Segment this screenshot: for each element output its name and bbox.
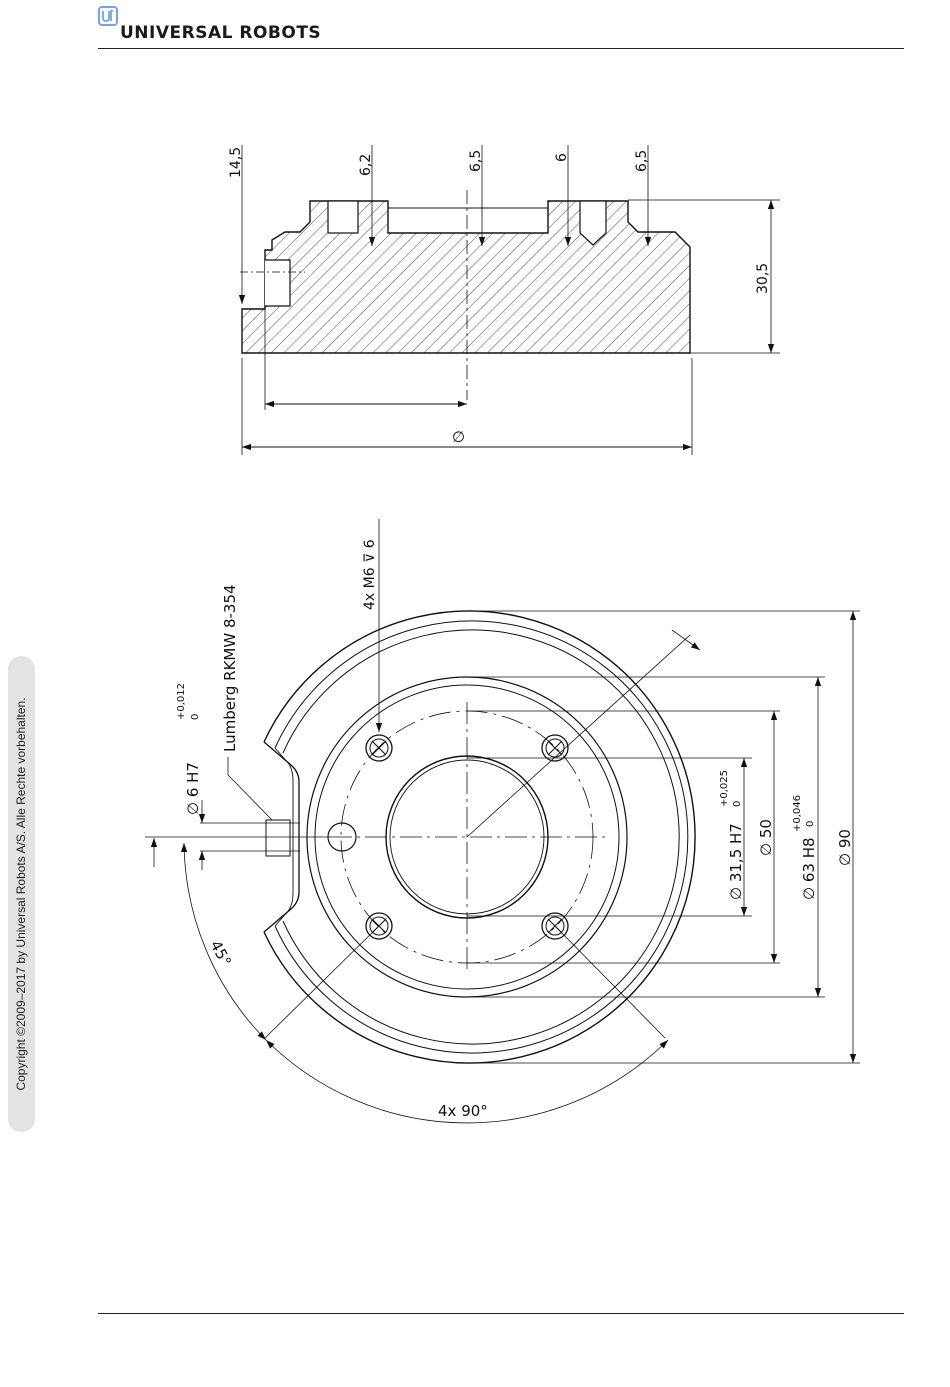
- section-body: [242, 201, 690, 353]
- dim-6: 6: [554, 153, 570, 162]
- bolt-circle-label: ∅ 50: [757, 819, 775, 856]
- brand-name: UNIVERSAL ROBOTS: [120, 23, 322, 43]
- pin-hole-tol-lower: 0: [190, 713, 201, 720]
- dim-6-5-b: 6,5: [634, 149, 650, 172]
- thread-callout: 4x M6 ⊽ 6: [362, 539, 378, 610]
- pin-hole-label: ∅ 6 H7: [184, 762, 202, 815]
- flange-tol-upper: +0,046: [792, 794, 803, 832]
- outer-dia-label: ∅ 90: [836, 829, 854, 866]
- side-section-view: [228, 145, 780, 455]
- bore-tol-lower: 0: [732, 800, 743, 807]
- dim-14-5: 14,5: [228, 146, 244, 178]
- flange-dia-label: ∅ 63 H8: [800, 837, 818, 900]
- flange-tol-lower: 0: [805, 820, 816, 827]
- connector-slot: [265, 260, 290, 306]
- angle-45-label: 45°: [206, 937, 235, 970]
- connector-outline: [266, 820, 290, 856]
- angle-90-label: 4x 90°: [438, 1102, 488, 1120]
- bore-tol-upper: +0,025: [719, 769, 730, 807]
- connector-label: Lumberg RKMW 8-354: [221, 584, 239, 752]
- bore-label: ∅ 31,5 H7: [727, 823, 745, 900]
- top-view: [145, 519, 860, 1123]
- threaded-hole-left: [328, 201, 358, 233]
- dim-6-5-a: 6,5: [468, 149, 484, 172]
- dim-6-2: 6,2: [358, 153, 374, 176]
- diameter-symbol: ∅: [452, 428, 466, 446]
- copyright-text: Copyright ©2009–2017 by Universal Robots A/S. Alle Rechte vorbehalten.: [14, 697, 28, 1091]
- pin-hole-tol-upper: +0,012: [176, 682, 187, 720]
- dim-height-30-5: 30,5: [755, 262, 771, 294]
